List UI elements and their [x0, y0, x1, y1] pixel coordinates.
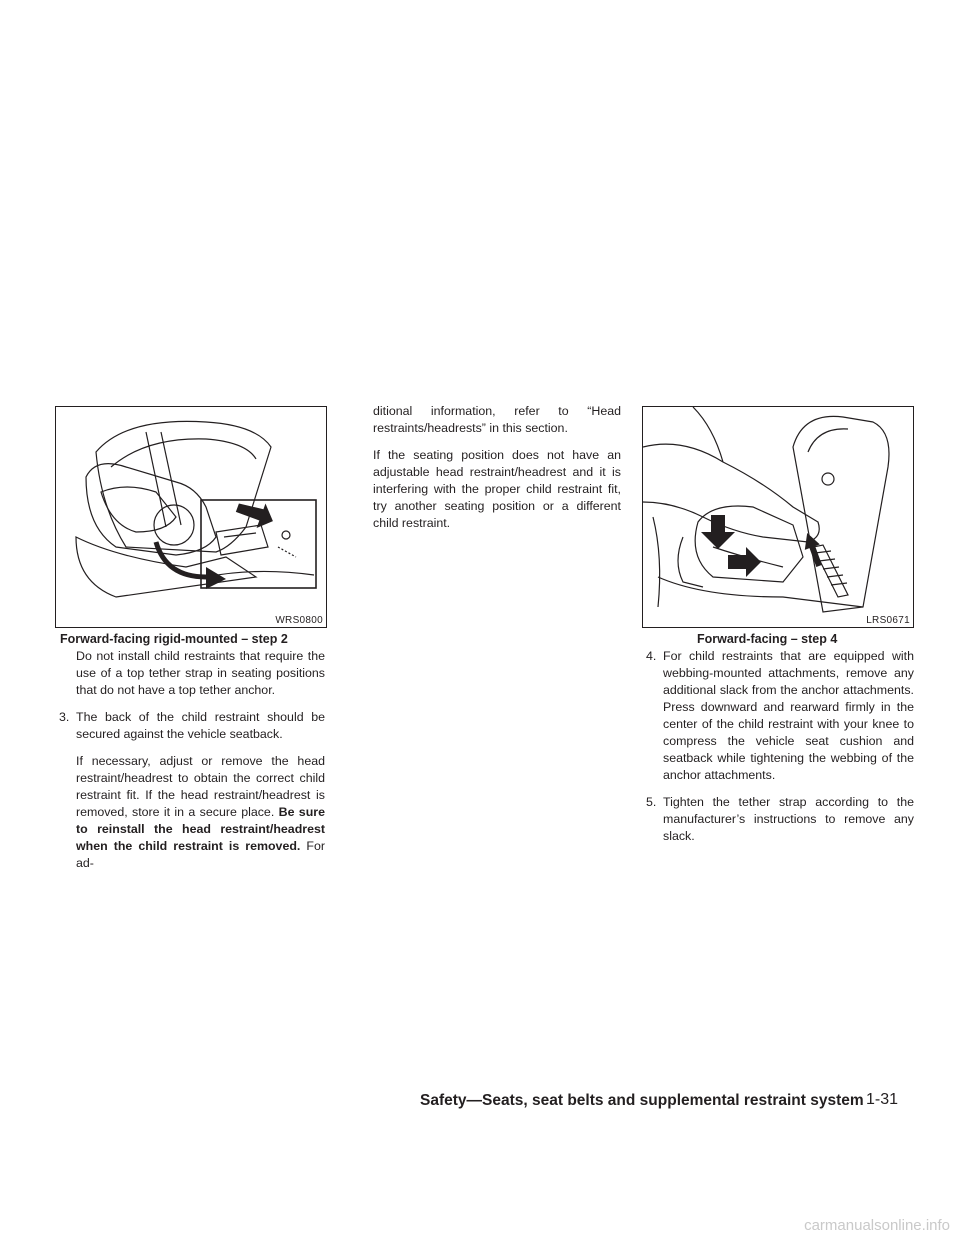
text-column-2: [373, 403, 621, 542]
child-seat-knee-press-icon: [643, 407, 914, 628]
paragraph-additional-info: ditional information, refer to “Head restraints/headrests” in this section.: [373, 404, 621, 435]
child-seat-rigid-mount-icon: [56, 407, 327, 628]
figure-forward-facing-step4: [642, 406, 914, 628]
list-number: 5.: [646, 795, 657, 809]
figure-caption: Forward-facing – step 4: [697, 632, 838, 646]
text-column-1: [59, 648, 325, 882]
list-item-4: [646, 648, 914, 784]
page-number: 1-31: [866, 1091, 899, 1108]
list-number: 3.: [59, 710, 70, 724]
figure-caption: Forward-facing rigid-mounted – step 2: [60, 632, 288, 646]
paragraph-continuation: For ad-: [76, 839, 325, 870]
list-text: For child restraints that are equipped with webbing-mounted attachments, remove any additional slack from the anchor attachments. Press downward and rearward firmly in the center of the child restraint with your knee to compress the vehicle seat cushion and seatback while tightening the webbing of the anchor attachments.: [663, 649, 914, 782]
paragraph-no-adjustable-head-restraint: If the seating position does not have an adjustable head restraint/headrest and it is interfering with the proper child restraint fit, try another seating position or a different child restraint.: [373, 448, 621, 530]
figure-rigid-mounted: [55, 406, 327, 628]
list-text: The back of the child restraint should be secured against the vehicle seatback.: [76, 710, 325, 741]
figure-code: WRS0800: [275, 615, 323, 626]
paragraph-warning: Be sure to reinstall the head restraint/headrest when the child restraint is removed.: [76, 805, 325, 853]
figure-code: LRS0671: [866, 615, 910, 626]
section-title: Safety—Seats, seat belts and supplemental restraint system: [420, 1092, 864, 1109]
list-item-3: [59, 709, 325, 743]
list-number: 4.: [646, 649, 657, 663]
text-column-3: [646, 648, 914, 845]
paragraph-head-restraint: [59, 753, 325, 872]
list-text: Tighten the tether strap according to the manufacturer’s instructions to remove any slack.: [663, 795, 914, 843]
paragraph-no-top-tether: Do not install child restraints that require the use of a top tether strap in seating positions that do not have a top tether anchor.: [76, 649, 325, 697]
watermark: carmanualsonline.info: [804, 1217, 950, 1234]
list-item-5: [646, 794, 914, 845]
paragraph-text: If necessary, adjust or remove the head restraint/headrest to obtain the correct child restraint fit. If the head restraint/headrest is removed, store it in a secure place.: [76, 754, 325, 819]
